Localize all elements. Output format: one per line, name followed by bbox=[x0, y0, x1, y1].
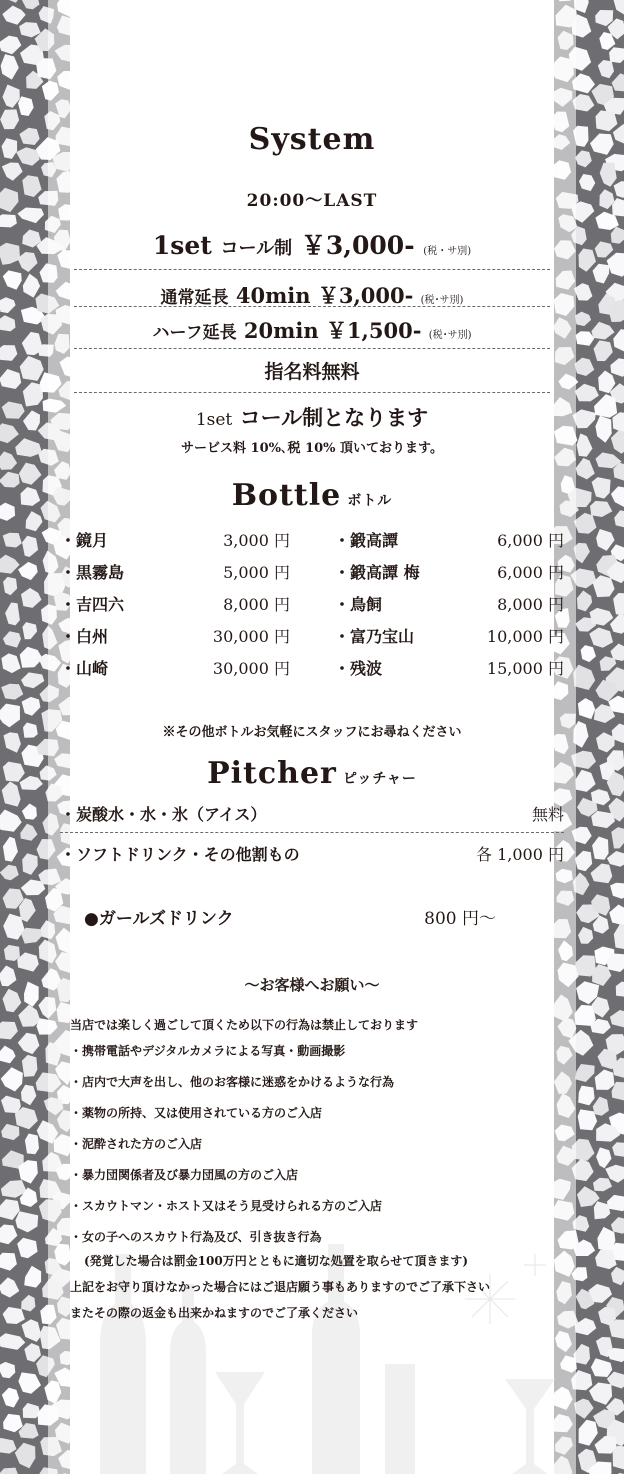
call-note-set: 1set bbox=[195, 410, 233, 430]
list-item bbox=[334, 560, 564, 592]
business-hours: 20:00〜LAST bbox=[246, 191, 378, 211]
bottle-price: 8,000 円 bbox=[223, 595, 290, 614]
bottle-title-text: Bottle bbox=[231, 478, 342, 513]
divider bbox=[60, 832, 564, 833]
pitcher-title-text: Pitcher bbox=[207, 756, 337, 791]
divider bbox=[74, 269, 550, 270]
extension-line-half bbox=[60, 315, 564, 345]
list-item bbox=[60, 592, 290, 624]
bottle-price: 30,000 円 bbox=[212, 659, 290, 678]
list-item bbox=[60, 656, 290, 688]
rule-item: ・泥酔された方のご入店 bbox=[70, 1137, 203, 1151]
bottle-price: 8,000 円 bbox=[497, 595, 564, 614]
rule-item: ・薬物の所持、又は使用されている方のご入店 bbox=[70, 1106, 323, 1120]
list-item bbox=[334, 528, 564, 560]
rule-item: ・スカウトマン・ホスト又はそう見受けられる方のご入店 bbox=[70, 1199, 383, 1213]
set-call-system: コール制 bbox=[220, 238, 293, 259]
bottle-name: ・残波 bbox=[334, 659, 383, 678]
bottle-name: ・吉四六 bbox=[60, 595, 125, 614]
extension-duration: 20min bbox=[243, 318, 319, 343]
bottle-name: ・富乃宝山 bbox=[334, 627, 415, 646]
nomination-fee-free: 指名料無料 bbox=[264, 361, 360, 383]
list-item bbox=[60, 842, 564, 865]
system-title: System bbox=[248, 122, 376, 157]
set-price: ￥3,000- bbox=[300, 231, 415, 260]
bottle-name: ・白州 bbox=[60, 627, 109, 646]
pitcher-item-price: 無料 bbox=[531, 805, 564, 824]
list-item bbox=[60, 802, 564, 825]
pitcher-title bbox=[0, 756, 624, 791]
extension-price: ￥3,000- bbox=[317, 283, 414, 308]
rules-closing: またその際の返金も出来かねますのでご了承ください bbox=[70, 1306, 359, 1320]
bottle-name: ・鍛高譚 梅 bbox=[334, 563, 420, 582]
bottle-price: 10,000 円 bbox=[486, 627, 564, 646]
bottle-subtitle: ボトル bbox=[347, 493, 393, 509]
call-system-note bbox=[0, 402, 624, 432]
request-title: 〜お客様へお願い〜 bbox=[244, 976, 380, 994]
bottle-price: 6,000 円 bbox=[497, 531, 564, 550]
rule-item: ・店内で大声を出し、他のお客様に迷惑をかけるような行為 bbox=[70, 1075, 395, 1089]
bottle-list-right bbox=[334, 528, 564, 688]
rules-closing: 上記をお守り頂けなかった場合にはご退店願う事もありますのでご了承下さい bbox=[70, 1280, 491, 1294]
rule-item: ・携帯電話やデジタルカメラによる写真・動画撮影 bbox=[70, 1044, 346, 1058]
divider bbox=[74, 306, 550, 307]
extension-name: 通常延長 bbox=[160, 288, 229, 308]
house-rules bbox=[70, 1016, 554, 1330]
list-item bbox=[60, 528, 290, 560]
divider bbox=[74, 392, 550, 393]
bottle-price: 15,000 円 bbox=[486, 659, 564, 678]
rule-penalty-note: (発覚した場合は罰金100万円とともに適切な処置を取らせて頂きます) bbox=[84, 1254, 469, 1268]
bottle-name: ・鍛高譚 bbox=[334, 531, 399, 550]
list-item bbox=[334, 592, 564, 624]
rules-lead: 当店では楽しく過ごして頂くため以下の行為は禁止しております bbox=[70, 1018, 419, 1032]
list-item bbox=[60, 624, 290, 656]
rule-item: ・女の子へのスカウト行為及び、引き抜き行為 bbox=[70, 1230, 322, 1244]
girls-drink-line bbox=[84, 904, 496, 929]
set-tax-note: (税・サ別) bbox=[423, 246, 472, 257]
bottle-name: ・鏡月 bbox=[60, 531, 109, 550]
list-item bbox=[334, 624, 564, 656]
pitcher-subtitle: ピッチャー bbox=[342, 771, 417, 787]
rule-item: ・暴力団関係者及び暴力団風の方のご入店 bbox=[70, 1168, 299, 1182]
bottle-price: 5,000 円 bbox=[223, 563, 290, 582]
extension-tax-note: (税･サ別) bbox=[420, 295, 464, 306]
extension-price: ￥1,500- bbox=[325, 318, 422, 343]
pitcher-item-name: ・ソフトドリンク・その他割もの bbox=[60, 845, 300, 864]
bottle-name: ・鳥飼 bbox=[334, 595, 383, 614]
bottle-price: 6,000 円 bbox=[497, 563, 564, 582]
bottle-name: ・山崎 bbox=[60, 659, 109, 678]
set-price-line bbox=[60, 226, 564, 262]
service-charge-note: サービス料 10%､税 10% 頂いております。 bbox=[181, 441, 443, 456]
bottle-name: ・黒霧島 bbox=[60, 563, 125, 582]
other-bottles-note: ※その他ボトルお気軽にスタッフにお尋ねください bbox=[162, 725, 462, 740]
bottle-title bbox=[0, 478, 624, 513]
extension-name: ハーフ延長 bbox=[152, 323, 237, 343]
set-label: 1set bbox=[152, 231, 212, 260]
extension-tax-note: (税･サ別) bbox=[428, 330, 472, 341]
girls-drink-price: 800 円〜 bbox=[424, 909, 496, 929]
extension-duration: 40min bbox=[235, 283, 311, 308]
bottle-price: 30,000 円 bbox=[212, 627, 290, 646]
list-item bbox=[334, 656, 564, 688]
call-note-text: コール制となります bbox=[239, 405, 429, 430]
pitcher-item-price: 各 1,000 円 bbox=[476, 845, 564, 864]
list-item bbox=[60, 560, 290, 592]
girls-drink-name: ●ガールズドリンク bbox=[84, 909, 234, 929]
bottle-list-left bbox=[60, 528, 290, 688]
pitcher-item-name: ・炭酸水・水・氷（アイス） bbox=[60, 805, 267, 824]
divider bbox=[74, 348, 550, 349]
bottle-price: 3,000 円 bbox=[223, 531, 290, 550]
